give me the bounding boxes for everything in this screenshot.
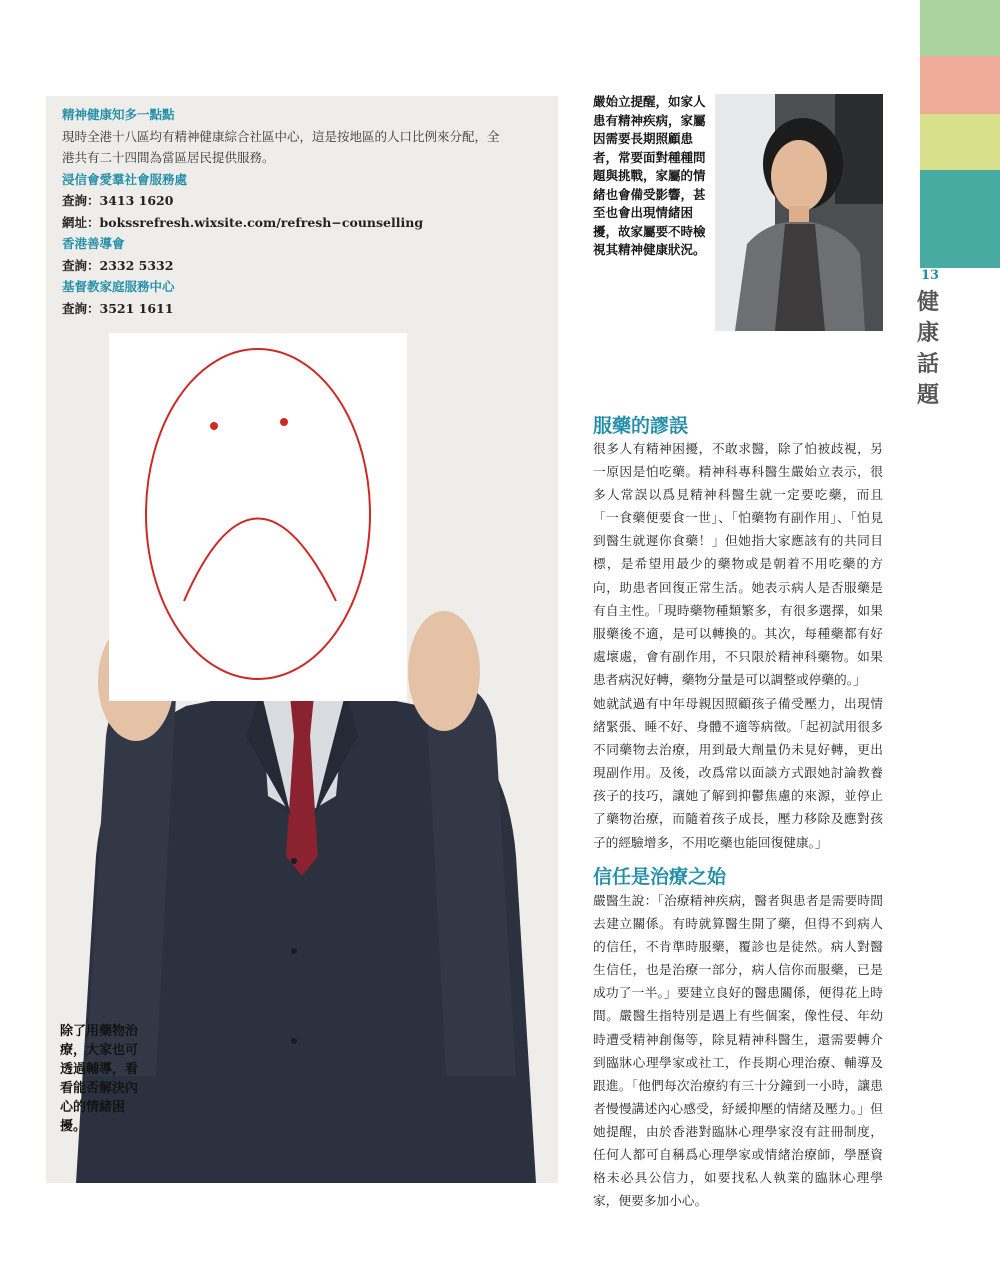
org2-phone: 查詢：2332 5332 — [62, 257, 174, 273]
edge-tab-lime — [920, 114, 1000, 170]
article-paragraph-2: 她就試過有中年母親因照顧孩子備受壓力，出現情緒緊張、睡不好、身體不適等病徵。「起初試用很多不同藥物去治療，用到最大劑量仍未見好轉，更出現副作用。及後，改爲常以面談方式跟她討論教養孩子的技巧，讓她了解到抑鬱焦慮的來源，並停止了藥物治療，而隨着孩子成長，壓力移除及應對孩子的經驗增多，不用吃藥也能回復健康。」 — [593, 696, 883, 850]
edge-tab-green — [920, 0, 1000, 56]
org2-name: 香港善導會 — [62, 236, 125, 251]
edge-tab-salmon — [920, 56, 1000, 114]
org1-name: 浸信會愛羣社會服務處 — [62, 171, 188, 187]
page-number: 13 — [921, 268, 940, 283]
article-paragraph-1: 很多人有精神困擾，不敢求醫，除了怕被歧視，另一原因是怕吃藥。精神科專科醫生嚴始立表示，很多人常誤以爲見精神科醫生就一定要吃藥，而且「一食藥便要食一世」、「怕藥物有副作用」、「怕見到醫生就遲你食藥！」但她指大家應該有的共同目標，是希望用最少的藥物或是朝着不用吃藥的方向，助患者回復正常生活。她表示病人是否服藥是有自主性。「現時藥物種類繁多，有很多選擇，如果服藥後不適，是可以轉換的。其次，每種藥都有好處壞處，會有副作用，不只限於精神科藥物。如果患者病況好轉，藥物分量是可以調整或停藥的。」 — [593, 441, 883, 687]
info-box — [62, 104, 502, 319]
photo-caption: 除了用藥物治療，大家也可透過輔導，看看能否解決內心的情緒困擾。 — [60, 1024, 139, 1134]
article-heading-2: 信任是治療之始 — [593, 866, 727, 888]
portrait-quote: 嚴始立提醒，如家人患有精神疾病，家屬因需要長期照顧患者，常要面對種種問題與挑戰，家屬的情緒也會備受影響，甚至也會出現情緒困擾，故家屬要不時檢視其精神健康狀況。 — [593, 94, 706, 257]
org1-phone: 查詢：3413 1620 — [62, 193, 174, 208]
info-intro: 現時全港十八區均有精神健康綜合社區中心，這是按地區的人口比例來分配，全港共有二十四間為當區居民提供服務。 — [62, 128, 500, 165]
org1-website: 網址：bokssrefresh.wixsite.com/refresh−counselling — [62, 214, 424, 230]
org3-phone: 查詢：3521 1611 — [62, 300, 174, 316]
doctor-portrait-photo — [715, 94, 883, 331]
section-title: 健康話題 — [917, 289, 940, 408]
article-heading-1: 服藥的謬誤 — [593, 415, 689, 437]
info-heading: 精神健康知多一點點 — [62, 107, 175, 122]
edge-tab-teal — [920, 170, 1000, 268]
org3-name: 基督教家庭服務中心 — [62, 279, 175, 294]
article-paragraph-3: 嚴醫生說：「治療精神疾病，醫者與患者是需要時間去建立關係。有時就算醫生開了藥，但得不到病人的信任，不肯準時服藥，覆診也是徒然。病人對醫生信任，也是治療一部分，病人信你而服藥，已是成功了一半。」要建立良好的醫患關係，便得花上時間。嚴醫生指特別是遇上有些個案，像性侵、年幼時遭受精神創傷等，除見精神科醫生，還需要轉介到臨牀心理學家或社工，作長期心理治療、輔導及跟進。「他們每次治療約有三十分鐘到一小時，讓患者慢慢講述內心感受，紓緩抑壓的情緒及壓力。」但她提醒，由於香港對臨牀心理學家沒有註冊制度，任何人都可自稱爲心理學家或情緒治療師，學歷資格未必具公信力，如要找私人執業的臨牀心理學家，便要多加小心。 — [593, 893, 883, 1209]
photo-panel — [46, 96, 558, 1183]
